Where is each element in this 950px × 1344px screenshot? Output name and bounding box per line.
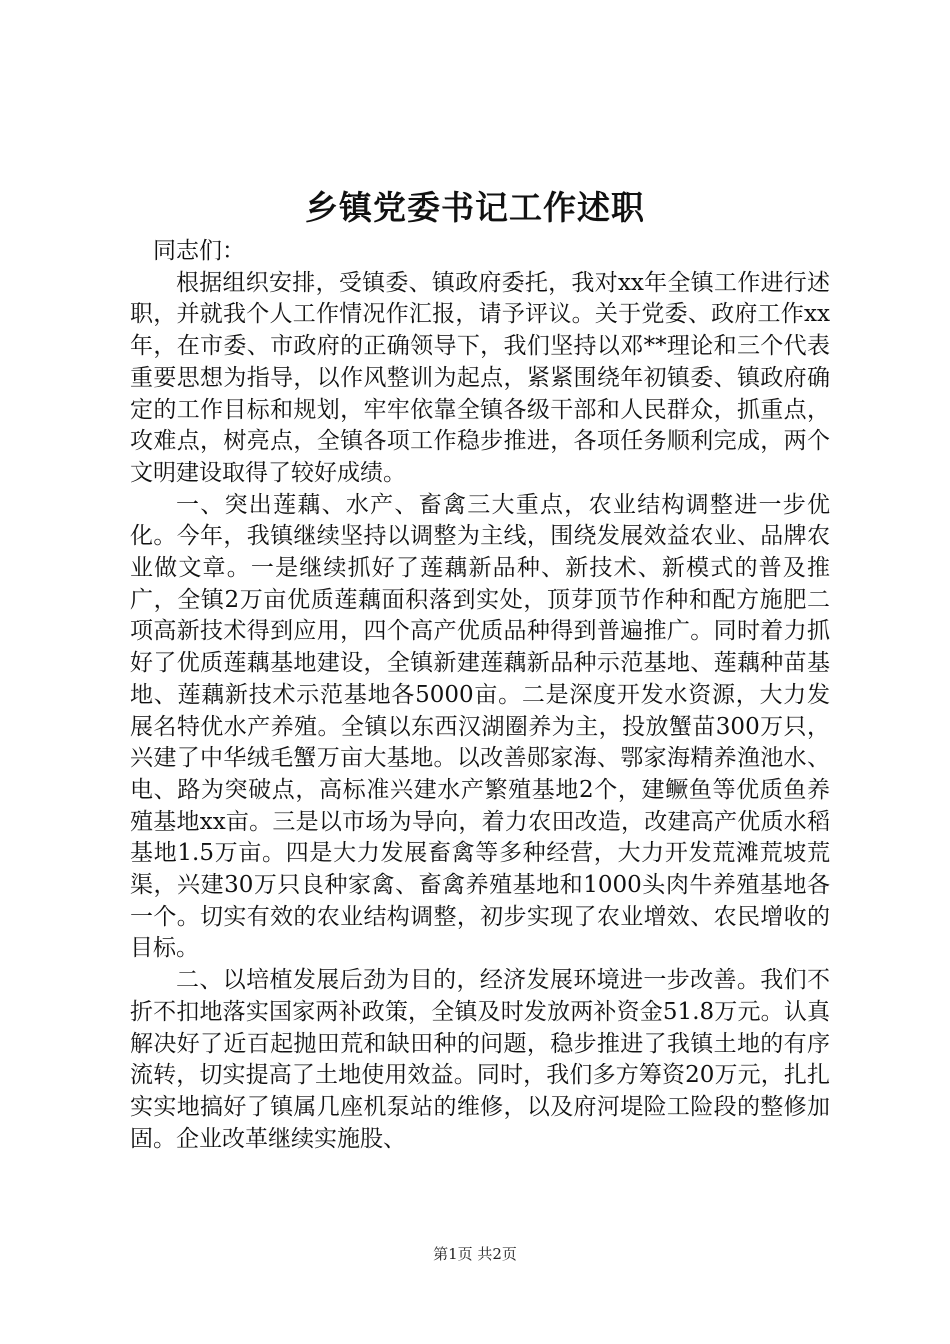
paragraph-intro: 根据组织安排，受镇委、镇政府委托，我对xx年全镇工作进行述职，并就我个人工作情况作汇报，请予评议。关于党委、政府工作xx年，在市委、市政府的正确领导下，我们坚持以邓**理论和三个代表重要思想为指导，以作风整训为起点，紧紧围绕年初镇委、镇政府确定的工作目标和规划，牢牢依靠全镇各级干部和人民群众，抓重点，攻难点，树亮点，全镇各项工作稳步推进，各项任务顺利完成，两个文明建设取得了较好成绩。 bbox=[130, 269, 830, 486]
document-title: 乡镇党委书记工作述职 bbox=[305, 188, 645, 227]
page-number-footer: 第1页 共2页 bbox=[433, 1245, 517, 1263]
paragraph-section-1: 一、突出莲藕、水产、畜禽三大重点，农业结构调整进一步优化。今年，我镇继续坚持以调整为主线，围绕发展效益农业、品牌农业做文章。一是继续抓好了莲藕新品种、新技术、新模式的普及推广，全镇2万亩优质莲藕面积落到实处，顶芽顶节作种和配方施肥二项高新技术得到应用，四个高产优质品种得到普遍推广。同时着力抓好了优质莲藕基地建设，全镇新建莲藕新品种示范基地、莲藕种苗基地、莲藕新技术示范基地各5000亩。二是深度开发水资源，大力发展名特优水产养殖。全镇以东西汉湖圈养为主，投放蟹苗300万只，兴建了中华绒毛蟹万亩大基地。以改善郧家海、鄂家海精养渔池水、电、路为突破点，高标准兴建水产繁殖基地2个，建鳜鱼等优质鱼养殖基地xx亩。三是以市场为导向，着力农田改造，改建高产优质水稻基地1.5万亩。四是大力发展畜禽等多种经营，大力开发荒滩荒坡荒渠，兴建30万只良种家禽、畜禽养殖基地和1000头肉牛养殖基地各一个。切实有效的农业结构调整，初步实现了农业增效、农民增收的目标。 bbox=[130, 491, 830, 962]
salutation: 同志们： bbox=[153, 238, 245, 264]
document-body bbox=[130, 236, 830, 1155]
paragraph-section-2: 二、以培植发展后劲为目的，经济发展环境进一步改善。我们不折不扣地落实国家两补政策，全镇及时发放两补资金51.8万元。认真解决好了近百起抛田荒和缺田种的问题，稳步推进了我镇土地的有序流转，切实提高了土地使用效益。同时，我们多方筹资20万元，扎扎实实地搞好了镇属几座机泵站的维修，以及府河堤险工险段的整修加固。企业改革继续实施股、 bbox=[130, 967, 830, 1152]
